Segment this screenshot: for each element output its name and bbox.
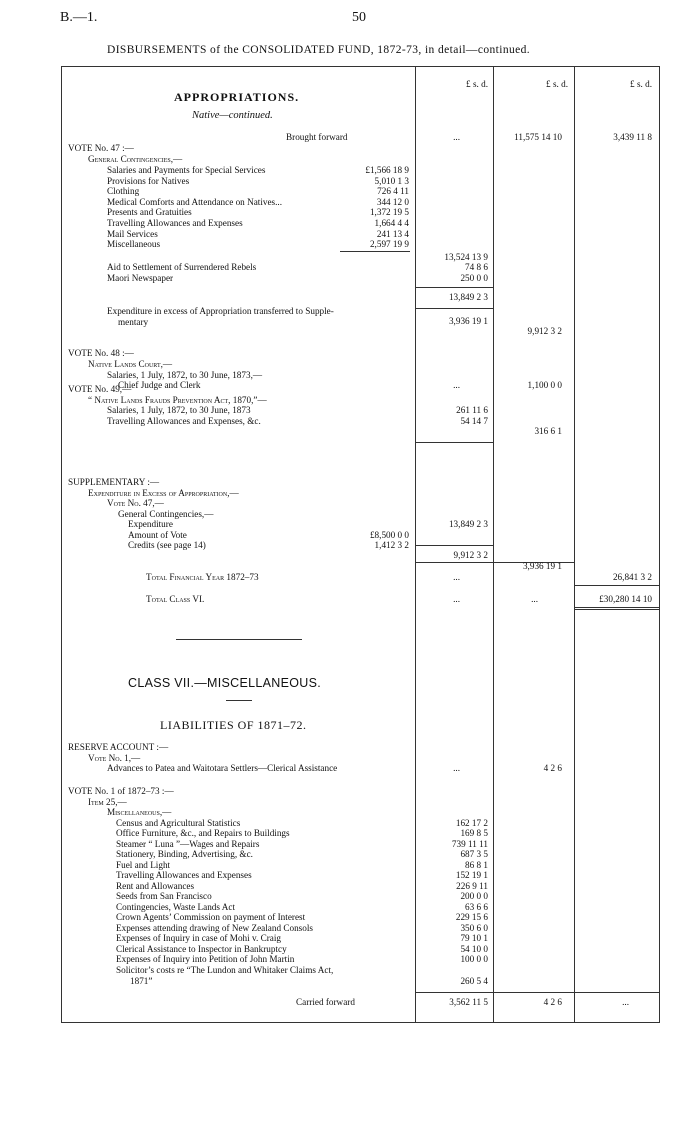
vote48-group: Native Lands Court,— (88, 359, 173, 369)
page-title-text: DISBURSEMENTS of the CONSOLIDATED FUND, 1872-73, in detail—continued. (107, 44, 531, 56)
vote47-aid-amount: 74 8 6 (465, 262, 488, 272)
supplementary-amount: £8,500 0 0 (369, 529, 409, 540)
supplementary-diff: 9,912 3 2 (453, 550, 488, 560)
carried-forward-col1: 3,562 11 5 (449, 997, 488, 1007)
misc-row-amount: 350 6 0 (460, 922, 488, 933)
supplementary-rule (415, 442, 493, 443)
vote49-total: 316 6 1 (534, 426, 562, 436)
vote47-subtotal-rule (340, 251, 410, 252)
total-class-rule-2 (575, 609, 660, 610)
appropriations-heading: APPROPRIATIONS. (174, 90, 300, 104)
vote47-item-label: Clothing (107, 186, 140, 197)
misc-row-label: Rent and Allowances (116, 880, 195, 891)
vote47-item-amount: £1,566 18 9 (365, 165, 409, 175)
total-class-dots-2: ... (531, 594, 538, 604)
vote49-label: VOTE No. 49,— (68, 384, 132, 394)
misc-row-amount: 169 8 5 (460, 828, 488, 838)
total-year-dots: ... (453, 572, 460, 582)
misc-row-amount: 63 6 6 (465, 901, 488, 912)
reserve-dots: ... (453, 763, 460, 773)
table-bottom-rule (61, 1022, 660, 1023)
supplementary-credits: 1,412 3 2 (374, 540, 409, 550)
vote48-dots: ... (453, 380, 460, 390)
total-class-dots-1: ... (453, 594, 460, 604)
reserve-vote: Vote No. 1,— (88, 752, 141, 763)
misc-row-amount: 687 3 5 (460, 849, 488, 859)
brought-forward-col3: 3,439 11 8 (613, 132, 652, 142)
supplementary-vote: Vote No. 47,— (107, 498, 164, 508)
reserve-label: RESERVE ACCOUNT :— (68, 742, 169, 752)
misc-row-label: Steamer “ Luna ”—Wages and Repairs (116, 838, 260, 849)
total-class-rule-1 (575, 607, 660, 608)
page-number: 50 (352, 10, 366, 25)
vote49-line2: Travelling Allowances and Expenses, &c. (107, 415, 261, 426)
carried-forward-col2: 4 2 6 (543, 997, 562, 1007)
brought-forward-col2: 11,575 14 10 (514, 132, 562, 142)
misc-row-label: Office Furniture, &c., and Repairs to Buildings (116, 828, 290, 838)
supplementary-excess: 3,936 19 1 (522, 561, 562, 571)
misc-row-label: Solicitor’s costs re “The Lundon and Whitaker Claims Act, (116, 964, 334, 975)
vote47-newspaper-label: Maori Newspaper (107, 272, 174, 283)
brought-forward-col1: ... (453, 132, 460, 142)
misc-row-amount: 229 15 6 (455, 912, 488, 922)
vote49-amount1: 261 11 6 (456, 405, 488, 415)
reserve-amount: 4 2 6 (543, 763, 562, 773)
supplementary-group: Expenditure in Excess of Appropriation,— (88, 487, 239, 498)
vote47-aid-label: Aid to Settlement of Surrendered Rebels (107, 262, 257, 272)
vote47-item-amount: 344 12 0 (376, 196, 409, 207)
vote47-item-amount: 5,010 1 3 (374, 175, 409, 186)
vote47-group: General Contingencies,— (88, 154, 183, 164)
supplementary-exp: 13,849 2 3 (448, 519, 488, 529)
misc-row-label: Fuel and Light (116, 859, 171, 870)
vote48-amount: 1,100 0 0 (527, 380, 562, 390)
vote47-net: 9,912 3 2 (527, 326, 562, 336)
liabilities-heading: LIABILITIES OF 1871–72. (160, 718, 307, 732)
misc-row-amount: 79 10 1 (460, 933, 488, 943)
vote1-group: Miscellaneous,— (107, 807, 172, 817)
column-header-2: £ s. d. (546, 79, 568, 89)
vote1-label: VOTE No. 1 of 1872–73 :— (68, 786, 174, 796)
page-title (107, 44, 530, 56)
appropriations-subheading: Native—continued. (192, 110, 273, 121)
supplementary-gc: General Contingencies,— (118, 508, 214, 519)
vote47-item-amount: 1,664 4 4 (374, 218, 409, 228)
vote47-subtotal: 13,524 13 9 (444, 252, 488, 262)
vote47-total: 13,849 2 3 (448, 292, 488, 302)
vote47-item-label: Presents and Gratuities (107, 207, 192, 218)
class7-short-rule (226, 700, 252, 701)
supplementary-credits-label: Credits (see page 14) (128, 540, 206, 550)
misc-row-label: Travelling Allowances and Expenses (116, 870, 252, 880)
supplementary-diff-rule (415, 545, 493, 546)
vote47-item-label: Miscellaneous (107, 239, 161, 250)
misc-row-amount: 152 19 1 (455, 870, 488, 880)
total-year-rule (575, 585, 660, 586)
table-right-border (659, 66, 660, 1022)
vote47-item-label: Salaries and Payments for Special Services (107, 165, 266, 175)
reserve-item: Advances to Patea and Waitotara Settlers—Clerical Assistance (107, 763, 338, 773)
carried-forward-rule (415, 992, 660, 993)
total-year-label: Total Financial Year 1872–73 (146, 572, 259, 582)
vote47-item-amount: 726 4 11 (377, 186, 409, 197)
misc-row-label: Expenses of Inquiry in case of Mohi v. Craig (116, 933, 281, 943)
vote47-item-amount: 241 13 4 (376, 228, 409, 239)
supplementary-label: SUPPLEMENTARY :— (68, 477, 160, 487)
column-header-1: £ s. d. (466, 79, 488, 89)
supplementary-amount-label: Amount of Vote (128, 529, 187, 540)
vote48-label: VOTE No. 48 :— (68, 348, 134, 358)
vote49-group: “ Native Lands Frauds Prevention Act, 1870,”— (88, 394, 267, 405)
vote1-item: Item 25,— (88, 796, 127, 807)
misc-row-label: Census and Agricultural Statistics (116, 817, 241, 828)
vote47-newspaper-amount: 250 0 0 (460, 272, 488, 283)
misc-row-amount: 200 0 0 (460, 891, 488, 901)
misc-row-label: Stationery, Binding, Advertising, &c. (116, 849, 253, 859)
vote47-excess: 3,936 19 1 (448, 316, 488, 326)
vote48-line1: Salaries, 1 July, 1872, to 30 June, 1873,— (107, 369, 263, 380)
misc-row-label: Expenses of Inquiry into Petition of John Martin (116, 954, 295, 964)
vote47-total-rule (415, 287, 493, 288)
vote47-item-label: Medical Comforts and Attendance on Natives... (107, 196, 283, 207)
misc-row-label: Expenses attending drawing of New Zealand Consols (116, 922, 313, 933)
vote47-item-amount: 1,372 19 5 (369, 207, 409, 218)
vote47-item-label: Provisions for Natives (107, 175, 190, 186)
column-divider-3 (574, 66, 575, 1022)
carried-forward-col3: ... (622, 997, 629, 1007)
class7-heading: CLASS VII.—MISCELLANEOUS. (128, 676, 321, 690)
vote47-item-label: Travelling Allowances and Expenses (107, 218, 243, 228)
vote49-amount2: 54 14 7 (460, 415, 488, 426)
misc-row-amount: 100 0 0 (460, 954, 488, 964)
vote47-label: VOTE No. 47 :— (68, 143, 134, 153)
total-class-label: Total Class VI. (146, 594, 205, 604)
vote49-line1: Salaries, 1 July, 1872, to 30 June, 1873 (107, 405, 251, 415)
misc-row-amount: 54 10 0 (460, 943, 488, 954)
misc-row-label: Seeds from San Francisco (116, 891, 212, 901)
column-header-3: £ s. d. (630, 79, 652, 89)
misc-row-label: Clerical Assistance to Inspector in Bankruptcy (116, 943, 287, 954)
total-class: £30,280 14 10 (599, 594, 652, 604)
misc-row-amount: 260 5 4 (460, 976, 488, 986)
section-divider (176, 639, 302, 640)
supplementary-exp-label: Expenditure (128, 519, 173, 529)
total-year: 26,841 3 2 (612, 572, 652, 582)
misc-row-label: 1871” (130, 976, 153, 986)
misc-row-amount: 739 11 11 (451, 838, 488, 849)
vote47-excess-label-1: Expenditure in excess of Appropriation transferred to Supple- (107, 306, 334, 316)
column-divider-2 (493, 66, 494, 1022)
misc-row-label: Contingencies, Waste Lands Act (116, 901, 236, 912)
misc-row-amount: 86 8 1 (465, 859, 488, 870)
table-top-rule (61, 66, 660, 67)
misc-row-amount: 162 17 2 (455, 817, 488, 828)
vote48-line2: Chief Judge and Clerk (118, 380, 201, 390)
carried-forward-label: Carried forward (296, 997, 355, 1007)
vote47-item-label: Mail Services (107, 228, 158, 239)
vote47-excess-rule (415, 308, 493, 309)
vote47-item-amount: 2,597 19 9 (369, 239, 409, 250)
misc-row-label: Crown Agents’ Commission on payment of Interest (116, 912, 306, 922)
table-left-border (61, 66, 62, 1022)
vote47-excess-label-2: mentary (118, 316, 149, 327)
brought-forward-label: Brought forward (286, 132, 348, 142)
page-ref: B.—1. (60, 10, 98, 25)
misc-row-amount: 226 9 11 (456, 880, 488, 891)
